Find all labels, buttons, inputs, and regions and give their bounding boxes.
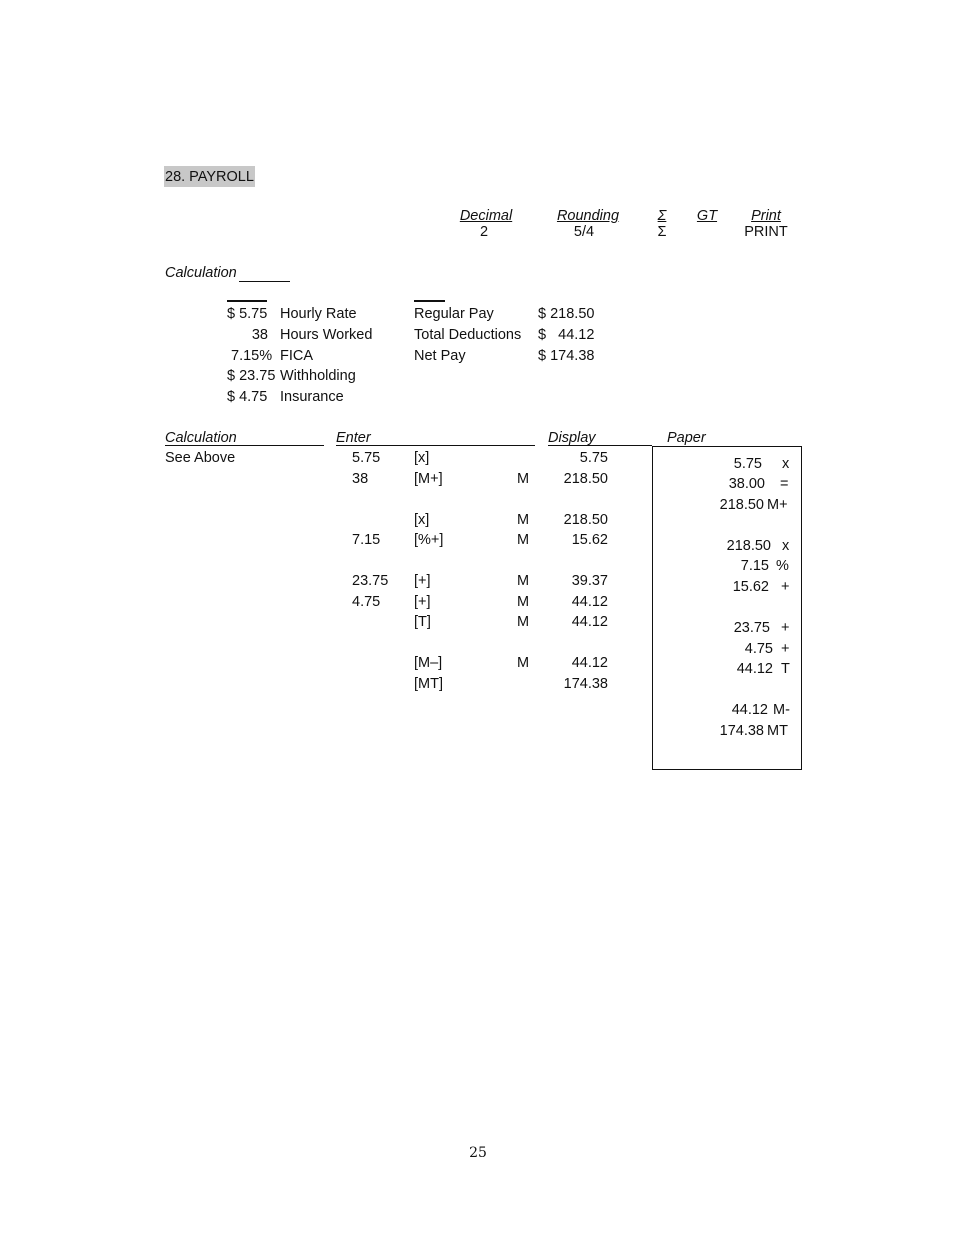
calculation-heading: Calculation — [165, 265, 237, 281]
print-label: Print — [751, 208, 781, 224]
row-key: [+] — [414, 573, 431, 589]
row-key: [MT] — [414, 676, 443, 692]
paper-number: 23.75 — [733, 620, 770, 636]
row-enter: 4.75 — [352, 594, 381, 610]
row-key: [T] — [414, 614, 431, 630]
paper-symbol: MT — [767, 723, 788, 739]
page-number: 25 — [469, 1145, 487, 1161]
paper-symbol: x — [782, 538, 790, 554]
result-label-total-deductions: Total Deductions — [414, 327, 522, 343]
result-label-regular-pay: Regular Pay — [414, 306, 494, 322]
sigma-value: Σ — [657, 224, 667, 240]
row-display: 44.12 — [571, 614, 608, 630]
paper-symbol: + — [781, 641, 790, 657]
sigma-label: Σ — [657, 208, 667, 224]
row-mem: M — [517, 594, 530, 610]
paper-number: 218.50 — [719, 497, 764, 513]
row-display: 39.37 — [571, 573, 608, 589]
table-header-paper: Paper — [667, 430, 706, 446]
table-header-calculation: Calculation — [165, 430, 237, 446]
decimal-value: 2 — [479, 224, 489, 240]
table-header-enter-rule — [336, 445, 535, 446]
row-display: 174.38 — [563, 676, 608, 692]
input-value-hourly-rate: $ 5.75 — [227, 306, 268, 322]
input-value-insurance: $ 4.75 — [227, 389, 268, 405]
result-label-net-pay: Net Pay — [414, 348, 466, 364]
row-enter: 7.15 — [352, 532, 381, 548]
input-label-withholding: Withholding — [280, 368, 356, 384]
row-key: [M+] — [414, 471, 443, 487]
result-value-total-deductions: $ 44.12 — [538, 327, 595, 343]
paper-number: 5.75 — [733, 456, 762, 472]
calculation-heading-rule — [239, 281, 290, 282]
paper-number: 4.75 — [744, 641, 773, 657]
row-key: [%+] — [414, 532, 444, 548]
row-mem: M — [517, 655, 530, 671]
paper-number: 15.62 — [732, 579, 769, 595]
section-title: 28. PAYROLL — [164, 166, 255, 187]
paper-symbol: T — [781, 661, 790, 677]
paper-number: 7.15 — [740, 558, 769, 574]
input-value-fica: 7.15% — [231, 348, 273, 364]
row-display: 5.75 — [579, 450, 608, 466]
input-value-hours-worked: 38 — [251, 327, 268, 343]
paper-number: 44.12 — [731, 702, 768, 718]
inputs-rule — [227, 300, 267, 302]
row-key: [x] — [414, 450, 430, 466]
result-value-regular-pay: $ 218.50 — [538, 306, 595, 322]
rounding-value: 5/4 — [573, 224, 595, 240]
input-label-hours-worked: Hours Worked — [280, 327, 373, 343]
input-value-withholding: $ 23.75 — [227, 368, 276, 384]
row-mem: M — [517, 471, 530, 487]
print-value: PRINT — [744, 224, 788, 240]
input-label-insurance: Insurance — [280, 389, 344, 405]
paper-symbol: % — [776, 558, 789, 574]
row-display: 218.50 — [563, 512, 608, 528]
table-header-calculation-rule — [165, 445, 324, 446]
row-display: 15.62 — [571, 532, 608, 548]
table-header-display: Display — [548, 430, 596, 446]
paper-symbol: M- — [773, 702, 790, 718]
input-label-fica: FICA — [280, 348, 314, 364]
row-mem: M — [517, 512, 530, 528]
paper-symbol: = — [780, 476, 789, 492]
calc-note: See Above — [165, 450, 236, 466]
paper-number: 218.50 — [726, 538, 771, 554]
paper-symbol: M+ — [767, 497, 788, 513]
row-display: 44.12 — [571, 594, 608, 610]
paper-symbol: + — [781, 579, 790, 595]
row-mem: M — [517, 573, 530, 589]
paper-number: 38.00 — [728, 476, 765, 492]
paper-number: 174.38 — [719, 723, 764, 739]
row-key: [+] — [414, 594, 431, 610]
row-mem: M — [517, 614, 530, 630]
row-enter: 38 — [352, 471, 369, 487]
rounding-label: Rounding — [556, 208, 620, 224]
result-value-net-pay: $ 174.38 — [538, 348, 595, 364]
results-rule — [414, 300, 445, 302]
row-enter: 23.75 — [352, 573, 389, 589]
row-display: 218.50 — [563, 471, 608, 487]
row-mem: M — [517, 532, 530, 548]
row-key: [M–] — [414, 655, 443, 671]
gt-label: GT — [696, 208, 718, 224]
row-enter: 5.75 — [352, 450, 381, 466]
paper-symbol: x — [782, 456, 790, 472]
paper-symbol: + — [781, 620, 790, 636]
table-header-display-rule — [548, 445, 652, 446]
table-header-enter: Enter — [336, 430, 371, 446]
paper-number: 44.12 — [736, 661, 773, 677]
decimal-label: Decimal — [459, 208, 513, 224]
row-key: [x] — [414, 512, 430, 528]
input-label-hourly-rate: Hourly Rate — [280, 306, 357, 322]
row-display: 44.12 — [571, 655, 608, 671]
